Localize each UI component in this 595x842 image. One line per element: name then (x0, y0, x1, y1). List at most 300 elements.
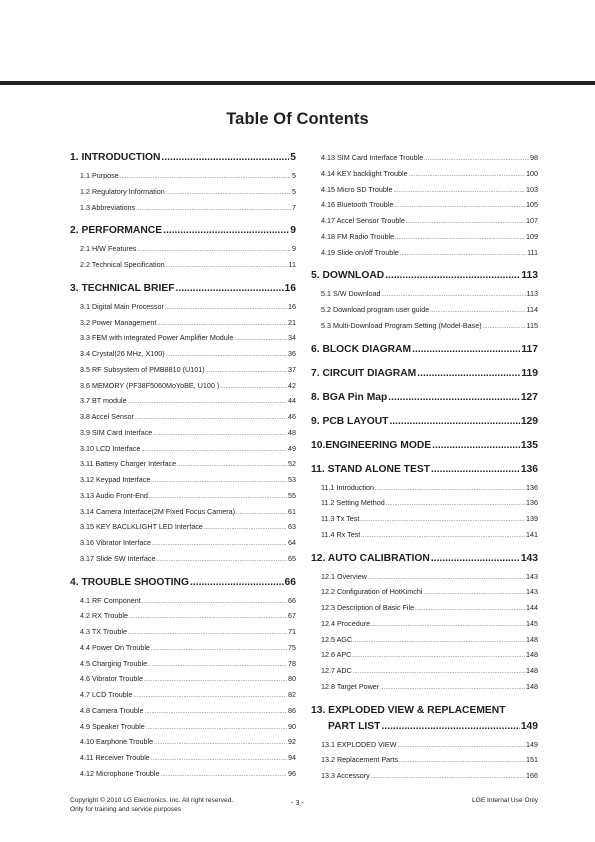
toc-entry-page: 136 (526, 498, 538, 508)
toc-entry[interactable] (70, 703, 296, 719)
top-rule (0, 81, 595, 85)
toc-entry-page: 143 (526, 587, 538, 597)
toc-entry[interactable] (311, 318, 538, 334)
toc-entry-page: 107 (526, 216, 538, 225)
toc-leader-dots (360, 513, 525, 529)
toc-section (70, 150, 296, 215)
toc-leader-dots (395, 231, 525, 247)
toc-entry-label: 12.5 AGC (321, 634, 353, 644)
toc-leader-dots (146, 721, 287, 737)
toc-entry-page: 166 (526, 771, 538, 780)
toc-entry-label: 13.3 Accessory (321, 771, 370, 780)
toc-entry[interactable] (70, 766, 296, 782)
toc-entry-page: 145 (526, 618, 538, 628)
toc-leader-dots (386, 497, 525, 513)
toc-leader-dots (394, 199, 525, 215)
toc-entry-page: 92 (288, 737, 296, 747)
toc-leader-dots (144, 673, 287, 689)
toc-entry-page: 148 (526, 634, 538, 644)
toc-entry[interactable] (70, 624, 296, 640)
toc-entry[interactable] (311, 768, 538, 784)
toc-section-title: 12. AUTO CALIBRATION (311, 552, 430, 564)
toc-section (70, 575, 296, 782)
toc-entry[interactable] (311, 569, 538, 585)
toc-section-heading[interactable] (311, 366, 538, 382)
toc-leader-dots (154, 736, 287, 752)
toc-leader-dots (431, 462, 520, 478)
toc-section (70, 281, 296, 567)
toc-leader-dots (417, 366, 520, 382)
toc-leader-dots (398, 739, 526, 755)
toc-entry-label: 4.2 RX Trouble (80, 611, 128, 621)
toc-entry-label: 3.13 Audio Front-End (80, 490, 148, 500)
toc-entry-page: 36 (288, 349, 296, 358)
toc-entry[interactable] (311, 600, 538, 616)
toc-section-page: 5 (290, 152, 296, 163)
toc-entry[interactable] (311, 229, 538, 245)
toc-section-heading[interactable] (70, 281, 296, 297)
toc-entry-label: 13.2 Replacement Parts (321, 755, 399, 765)
toc-leader-dots (399, 754, 525, 770)
toc-entry[interactable] (70, 378, 296, 394)
toc-entry-page: 61 (288, 506, 296, 516)
toc-entry-label: 3.1 Digital Main Processor (80, 301, 164, 311)
toc-entry-page: 48 (288, 427, 296, 437)
toc-section (311, 462, 538, 543)
toc-leader-dots (371, 618, 525, 634)
toc-entry-page: 82 (288, 690, 296, 699)
toc-leader-dots (153, 427, 287, 443)
toc-entry[interactable] (70, 441, 296, 457)
toc-entry-page: 94 (288, 753, 296, 762)
toc-leader-dots (389, 414, 519, 430)
toc-entry[interactable] (70, 535, 296, 551)
toc-leader-dots (163, 223, 289, 239)
toc-entry-label: 3.3 FEM with integrated Power Amplifier Module (80, 333, 234, 343)
toc-entry-label: 1.1 Purpose (80, 171, 119, 180)
toc-entry[interactable] (70, 456, 296, 472)
toc-entry-page: 44 (288, 396, 296, 406)
toc-entry-label: 11.3 Tx Test (321, 514, 360, 523)
toc-section-title: 1. INTRODUCTION (70, 152, 161, 163)
toc-leader-dots (371, 770, 525, 786)
toc-entry[interactable] (70, 409, 296, 425)
toc-entry-page: 115 (526, 320, 538, 330)
toc-entry-page: 80 (288, 674, 296, 684)
toc-section (311, 390, 538, 406)
toc-entry-page: 144 (526, 603, 538, 612)
toc-entry-label: 3.6 MEMORY (PF38F5060MoYoBE, U100 ) (80, 380, 220, 390)
toc-entry-page: 96 (288, 768, 296, 778)
toc-leader-dots (483, 320, 526, 336)
toc-entry-label: 11.1 Introduction (321, 482, 375, 492)
toc-section-page: 129 (520, 415, 538, 427)
toc-section (311, 703, 538, 784)
toc-entry-label: 3.5 RF Subsystem of PMB8810 (U101) (80, 364, 205, 374)
toc-entry[interactable] (70, 241, 296, 257)
toc-entry-page: 11 (288, 260, 296, 269)
toc-entry[interactable] (311, 166, 538, 182)
toc-entry-page: 5 (292, 171, 296, 180)
toc-entry-page: 46 (288, 412, 296, 421)
toc-leader-dots (385, 268, 520, 284)
toc-entry-label: 5.3 Multi-Download Program Setting (Model-Base) (321, 320, 482, 330)
toc-entry[interactable] (70, 734, 296, 750)
toc-entry-page: 67 (288, 611, 296, 621)
toc-leader-dots (142, 595, 287, 611)
toc-entry-label: 12.8 Target Power (321, 681, 380, 691)
toc-leader-dots (204, 521, 287, 537)
toc-leader-dots (380, 681, 525, 697)
toc-entry[interactable] (311, 632, 538, 648)
toc-entry[interactable] (70, 315, 296, 331)
toc-entry-label: 3.7 BT module (80, 396, 127, 406)
footer-copyright: Copyright © 2010 LG Electronics. Inc. All right reserved. (70, 797, 234, 804)
toc-leader-dots (394, 184, 525, 200)
toc-section (70, 223, 296, 273)
toc-entry-page: 9 (292, 244, 296, 254)
toc-entry-page: 49 (288, 443, 296, 453)
toc-entry-label: 11.4 Rx Test (321, 529, 361, 539)
toc-entry[interactable] (70, 671, 296, 687)
toc-entry[interactable] (70, 656, 296, 672)
toc-entry-label: 4.15 Micro SD Trouble (321, 184, 393, 194)
toc-section-page: 135 (520, 439, 538, 451)
toc-entry-page: 114 (526, 305, 538, 314)
toc-entry-page: 37 (288, 364, 296, 374)
toc-section-page: 149 (520, 720, 538, 732)
toc-leader-dots (406, 215, 525, 231)
toc-entry-page: 75 (288, 642, 296, 652)
toc-leader-dots (432, 438, 520, 454)
toc-leader-dots (161, 768, 287, 784)
toc-section-heading-continued[interactable] (311, 719, 538, 735)
toc-entry-page: 149 (526, 739, 538, 749)
toc-entry[interactable] (311, 679, 538, 695)
toc-entry[interactable] (70, 299, 296, 315)
toc-leader-dots (128, 395, 287, 411)
toc-section (311, 342, 538, 358)
toc-entry[interactable] (311, 495, 538, 511)
toc-entry-label: 3.17 Slide SW Interface (80, 553, 156, 563)
toc-entry-page: 148 (526, 650, 538, 660)
toc-entry[interactable] (70, 488, 296, 504)
toc-entry-label: 12.6 APC (321, 650, 352, 660)
toc-leader-dots (166, 186, 291, 202)
toc-section-page: 143 (520, 552, 538, 564)
toc-section-heading[interactable] (311, 703, 538, 719)
toc-entry-label: 12.4 Procedure (321, 618, 371, 628)
toc-left-column (70, 150, 296, 790)
toc-leader-dots (388, 390, 520, 406)
toc-right-column (311, 150, 538, 792)
toc-leader-dots (220, 380, 287, 396)
toc-leader-dots (166, 259, 288, 275)
toc-entry-page: 143 (526, 571, 538, 581)
toc-entry[interactable] (311, 752, 538, 768)
toc-entry-label: 4.12 Microphone Trouble (80, 768, 160, 778)
toc-entry-page: 103 (526, 184, 538, 194)
toc-entry[interactable] (311, 737, 538, 753)
toc-entry-label: 12.7 ADC (321, 666, 352, 675)
toc-entry-label: 1.2 Regulatory Information (80, 186, 165, 196)
toc-entry-label: 11.2 Setting Method (321, 498, 385, 508)
toc-entry-page: 100 (526, 168, 538, 178)
toc-leader-dots (151, 752, 287, 768)
toc-entry[interactable] (70, 425, 296, 441)
toc-entry-label: 4.19 Slide on/off Trouble (321, 247, 399, 257)
toc-entry-label: 3.2 Power Management (80, 317, 157, 327)
toc-entry-page: 105 (526, 200, 538, 210)
toc-entry-label: 3.14 Camera Interface(2M Fixed Focus Camera) (80, 506, 235, 516)
toc-entry[interactable] (311, 150, 538, 166)
toc-entry[interactable] (311, 480, 538, 496)
toc-entry-page: 148 (526, 666, 538, 675)
toc-leader-dots (412, 342, 520, 358)
toc-section-page: 119 (521, 367, 538, 379)
toc-entry[interactable] (311, 616, 538, 632)
toc-entry-label: 4.10 Earphone Trouble (80, 737, 154, 747)
toc-entry-label: 12.1 Overview (321, 571, 367, 581)
toc-entry-label: 2.2 Technical Specification (80, 260, 165, 269)
toc-section-title: 2. PERFORMANCE (70, 225, 163, 237)
toc-section-heading[interactable] (70, 575, 296, 591)
toc-leader-dots (423, 586, 525, 602)
toc-entry-label: 3.9 SIM Card Interface (80, 427, 153, 437)
toc-entry-label: 4.17 Accel Sensor Trouble (321, 216, 405, 225)
toc-section-page: 136 (520, 463, 538, 475)
toc-section-title-continued: PART LIST (328, 720, 381, 732)
toc-leader-dots (381, 719, 519, 735)
toc-entry-label: 4.7 LCD Trouble (80, 690, 133, 699)
toc-leader-dots (151, 474, 287, 490)
footer-internal-note: LGE Internal Use Only (472, 797, 538, 804)
toc-entry-page: 34 (288, 333, 296, 343)
toc-entry-page: 5 (292, 186, 296, 196)
toc-entry[interactable] (70, 184, 296, 200)
toc-entry[interactable] (70, 472, 296, 488)
toc-entry-page: 71 (288, 627, 296, 636)
toc-entry-page: 16 (288, 301, 296, 311)
toc-entry-label: 4.1 RF Component (80, 595, 141, 605)
toc-leader-dots (234, 332, 287, 348)
toc-entry[interactable] (70, 687, 296, 703)
toc-entry-label: 4.18 FM Radio Trouble (321, 231, 395, 241)
toc-entry-page: 21 (288, 317, 296, 327)
toc-leader-dots (135, 411, 287, 427)
toc-entry[interactable] (70, 362, 296, 378)
toc-entry[interactable] (311, 213, 538, 229)
toc-leader-dots (352, 649, 525, 665)
toc-entry[interactable] (311, 527, 538, 543)
toc-section-page: 9 (290, 225, 296, 237)
toc-leader-dots (400, 247, 526, 263)
toc-entry-page: 55 (288, 490, 296, 500)
toc-entry[interactable] (311, 197, 538, 213)
toc-entry-label: 4.6 Vibrator Trouble (80, 674, 143, 684)
toc-section-page: 113 (521, 270, 538, 282)
toc-entry-label: 4.16 Bluetooth Trouble (321, 200, 394, 210)
toc-entry-page: 63 (288, 522, 296, 532)
toc-entry-label: 4.8 Camera Trouble (80, 705, 144, 715)
toc-entry-label: 4.11 Receiver Trouble (80, 753, 150, 762)
toc-leader-dots (157, 553, 287, 569)
toc-entry-label: 4.3 TX Trouble (80, 627, 128, 636)
toc-section-heading[interactable] (311, 268, 538, 284)
toc-entry[interactable] (70, 200, 296, 216)
toc-entry[interactable] (311, 182, 538, 198)
toc-entry-page: 7 (292, 202, 296, 212)
toc-entry[interactable] (70, 330, 296, 346)
toc-leader-dots (133, 689, 287, 705)
toc-entry[interactable] (311, 584, 538, 600)
toc-entry-label: 3.4 Crystal(26 MHz, X100) (80, 349, 165, 358)
toc-entry-label: 3.16 Vibrator Interface (80, 538, 151, 547)
toc-entry-label: 4.9 Speaker Trouble (80, 721, 145, 731)
toc-entry[interactable] (70, 168, 296, 184)
toc-entry-label: 5.1 S/W Download (321, 289, 381, 299)
toc-entry-label: 5.2 Download program user guide (321, 305, 430, 314)
toc-entry-page: 78 (288, 658, 296, 668)
toc-section-heading[interactable] (311, 551, 538, 567)
toc-entry-page: 64 (288, 538, 296, 547)
toc-entry[interactable] (70, 593, 296, 609)
toc-leader-dots (161, 150, 289, 166)
toc-entry[interactable] (311, 663, 538, 679)
toc-section-heading[interactable] (311, 438, 538, 454)
toc-entry-page: 42 (288, 380, 296, 390)
toc-leader-dots (375, 482, 525, 498)
toc-leader-dots (431, 551, 520, 567)
toc-entry-page: 90 (288, 721, 296, 731)
toc-section-heading[interactable] (311, 390, 538, 406)
toc-leader-dots (151, 642, 287, 658)
toc-entry-page: 109 (526, 231, 538, 241)
toc-entry[interactable] (70, 393, 296, 409)
toc-section-title: 7. CIRCUIT DIAGRAM (311, 367, 417, 379)
toc-section-page: 66 (284, 576, 296, 588)
toc-entry-page: 65 (288, 553, 296, 563)
toc-section-heading[interactable] (70, 150, 296, 166)
toc-section-title: 6. BLOCK DIAGRAM (311, 343, 412, 355)
toc-entry-page: 136 (526, 482, 538, 492)
toc-entry-label: 4.5 Charging Trouble (80, 658, 148, 668)
toc-leader-dots (136, 202, 291, 218)
toc-entry-page: 98 (530, 153, 538, 162)
page-number: - 3 - (291, 798, 304, 807)
toc-entry-page: 113 (526, 289, 538, 299)
toc-entry-page: 52 (288, 459, 296, 469)
toc-section-title: 13. EXPLODED VIEW & REPLACEMENT (311, 704, 506, 716)
toc-entry-page: 86 (288, 705, 296, 715)
toc-entry-page: 139 (526, 514, 538, 523)
toc-entry-label: 1.3 Abbreviations (80, 202, 136, 212)
toc-entry[interactable] (311, 647, 538, 663)
toc-entry[interactable] (70, 504, 296, 520)
toc-entry[interactable] (311, 302, 538, 318)
toc-leader-dots (129, 610, 287, 626)
toc-section-title: 9. PCB LAYOUT (311, 415, 389, 427)
toc-entry[interactable] (70, 257, 296, 273)
toc-section (311, 268, 538, 333)
toc-section-title: 5. DOWNLOAD (311, 270, 385, 282)
toc-leader-dots (152, 537, 287, 553)
toc-section (311, 366, 538, 382)
toc-section-heading[interactable] (311, 414, 538, 430)
toc-leader-dots (415, 602, 525, 618)
toc-leader-dots (177, 458, 287, 474)
toc-entry-page: 151 (526, 755, 538, 765)
toc-section-heading[interactable] (70, 223, 296, 239)
toc-entry[interactable] (70, 750, 296, 766)
toc-section-title: 3. TECHNICAL BRIEF (70, 282, 175, 294)
toc-entry-label: 3.11 Battery Charger Interface (80, 459, 177, 469)
toc-leader-dots (353, 634, 525, 650)
toc-entry[interactable] (70, 608, 296, 624)
toc-entry-label: 3.8 Accel Sensor (80, 412, 134, 421)
toc-entry-label: 4.14 KEY backlight Trouble (321, 168, 408, 178)
toc-entry[interactable] (311, 245, 538, 261)
toc-entry-label: 2.1 H/W Features (80, 244, 137, 254)
toc-section (311, 414, 538, 430)
toc-entry-label: 12.3 Description of Basic File (321, 603, 415, 612)
toc-entry-page: 66 (288, 595, 296, 605)
toc-leader-dots (361, 529, 525, 545)
toc-section-heading[interactable] (311, 462, 538, 478)
toc-entry-label: 4.4 Power On Trouble (80, 642, 150, 652)
toc-leader-dots (409, 168, 525, 184)
toc-entry[interactable] (70, 640, 296, 656)
toc-section-title: 10.ENGINEERING MODE (311, 439, 432, 451)
toc-leader-dots (145, 705, 287, 721)
toc-entry-page: 141 (526, 529, 538, 539)
toc-entry-label: 3.10 LCD Interface (80, 443, 141, 453)
toc-entry-label: 13.1 EXPLODED VIEW (321, 739, 397, 749)
toc-entry-label: 4.13 SIM Card Interface Trouble (321, 153, 424, 162)
toc-leader-dots (176, 281, 284, 297)
toc-section (311, 438, 538, 454)
toc-entry-page: 148 (526, 681, 538, 691)
toc-entry-label: 3.15 KEY BACLKLIGHT LED Interface (80, 522, 203, 532)
toc-section-heading[interactable] (311, 342, 538, 358)
toc-entry[interactable] (70, 519, 296, 535)
toc-section (311, 551, 538, 695)
toc-leader-dots (128, 626, 287, 642)
toc-section-title: 8. BGA Pin Map (311, 391, 388, 403)
toc-entry-page: 111 (527, 247, 538, 257)
toc-entry[interactable] (311, 511, 538, 527)
toc-entry[interactable] (70, 346, 296, 362)
toc-section-page: 117 (521, 343, 538, 355)
toc-section-page: 16 (284, 282, 296, 294)
toc-leader-dots (148, 658, 287, 674)
toc-section-title: 11. STAND ALONE TEST (311, 463, 431, 475)
footer-training-note: Only for training and service purposes (70, 806, 182, 813)
toc-leader-dots (165, 301, 287, 317)
toc-section-page: 127 (520, 391, 538, 403)
toc-leader-dots (190, 575, 284, 591)
toc-entry[interactable] (311, 286, 538, 302)
toc-entry[interactable] (70, 719, 296, 735)
toc-entry-label: 3.12 Keypad Interface (80, 475, 151, 484)
toc-entry[interactable] (70, 551, 296, 567)
toc-leader-dots (424, 152, 529, 168)
toc-entry-page: 53 (288, 475, 296, 484)
toc-leader-dots (236, 506, 287, 522)
toc-section (311, 150, 538, 260)
toc-section-title: 4. TROUBLE SHOOTING (70, 576, 189, 588)
toc-entry-label: 12.2 Configuration of HotKimchi (321, 587, 423, 597)
